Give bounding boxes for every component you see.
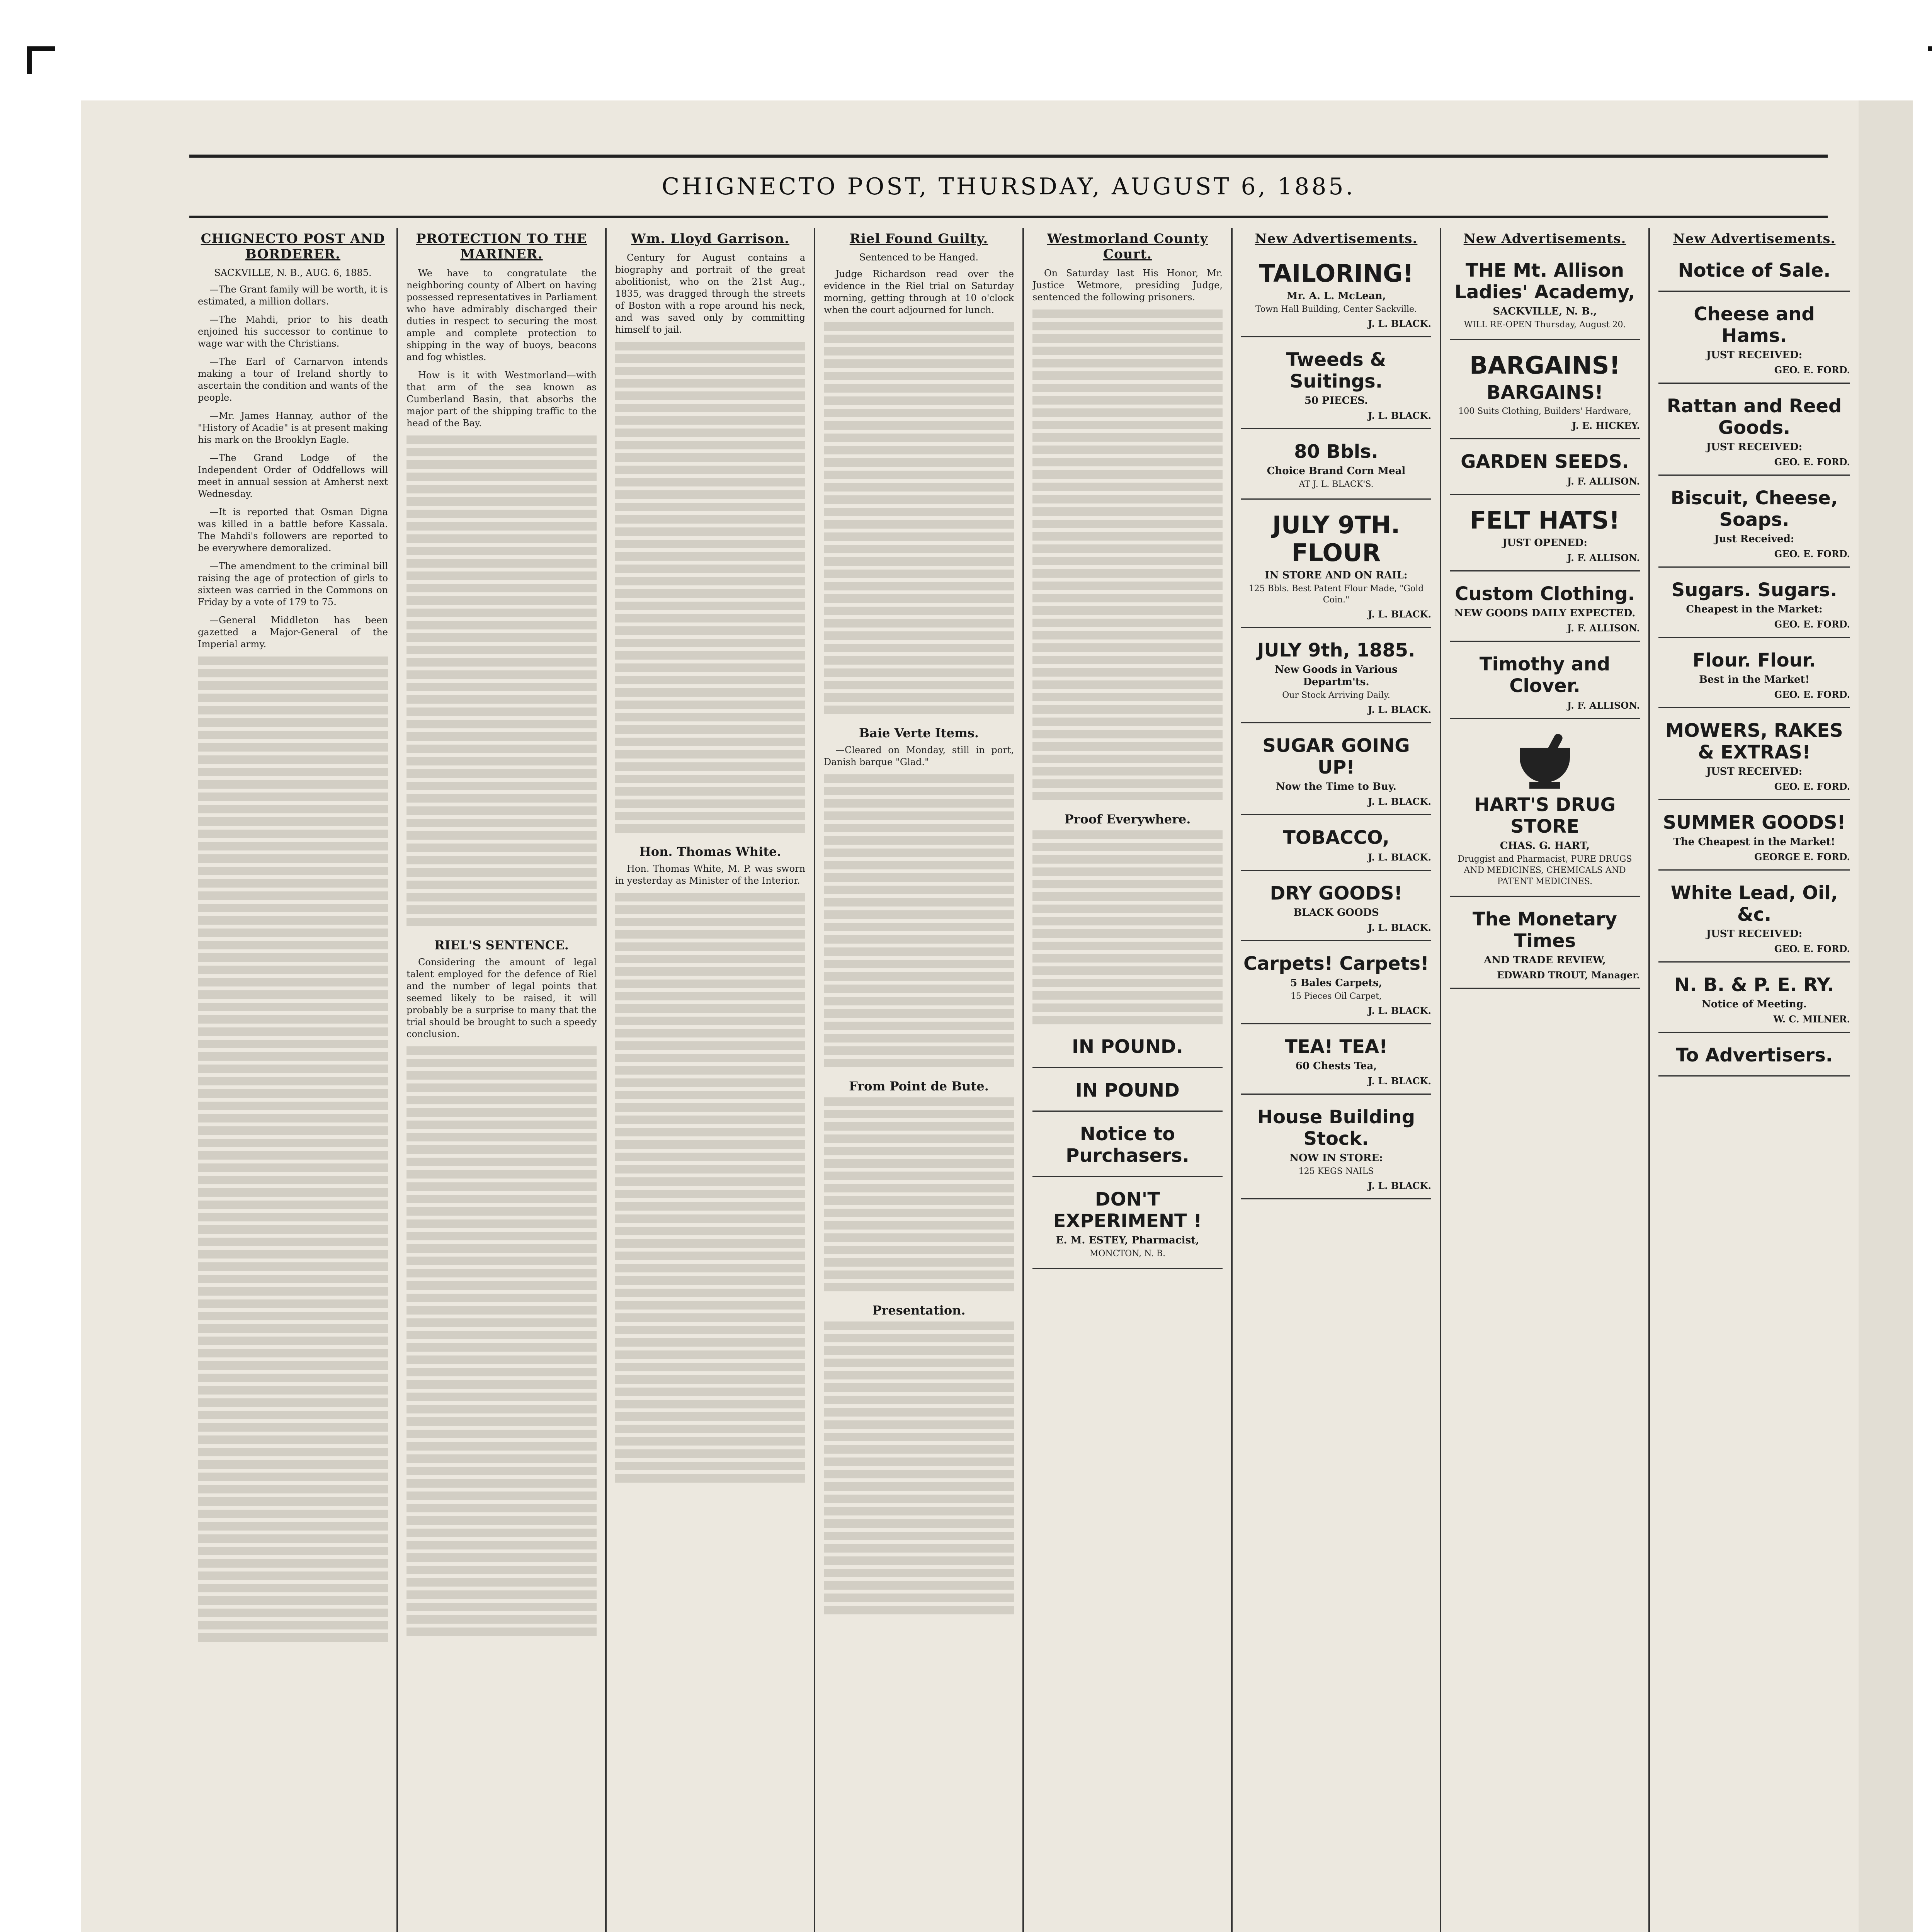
ad-biscuit-cheese-soaps	[1658, 480, 1850, 568]
illegible-text-block	[824, 322, 1014, 714]
ad-dont-experiment	[1032, 1181, 1223, 1269]
section-title: Baie Verte Items.	[859, 726, 979, 740]
ad-title: Notice to Purchasers.	[1066, 1123, 1189, 1167]
subheadline: Sentenced to be Hanged.	[859, 252, 979, 263]
ad-subtitle: Now the Time to Buy.	[1276, 781, 1396, 793]
crop-mark-top-left	[27, 46, 55, 74]
article-paragraph: —Cleared on Monday, still in port, Danish barque "Glad."	[824, 745, 1014, 767]
ad-sign: GEO. E. FORD.	[1774, 619, 1850, 630]
column-header: New Advertisements.	[1463, 231, 1626, 247]
ad-title: Cheese and Hams.	[1694, 303, 1815, 347]
ad-title: JULY 9th, 1885.	[1257, 639, 1415, 661]
ad-flour	[1241, 503, 1431, 628]
article-paragraph: Century for August contains a biography and portrait of the great abolitionist, who on the 21st Aug., 1835, was dragged through the streets of Boston with a rope around his neck, and was saved only by committing himself to jail.	[615, 252, 805, 335]
ad-sign: J. L. BLACK.	[1368, 609, 1431, 620]
ad-tobacco	[1241, 819, 1431, 871]
ad-sign: GEO. E. FORD.	[1774, 456, 1850, 468]
ad-title: House Building Stock.	[1257, 1106, 1415, 1150]
ad-title: GARDEN SEEDS.	[1461, 451, 1629, 473]
ad-sign: J. L. BLACK.	[1368, 1180, 1431, 1191]
ad-sign: EDWARD TROUT, Manager.	[1497, 969, 1640, 981]
ad-text: AT J. L. BLACK'S.	[1299, 480, 1374, 489]
ad-subtitle: New Goods in Various Departm'ts.	[1275, 664, 1398, 688]
ad-to-advertisers	[1658, 1037, 1850, 1077]
mortar-and-pestle-icon	[1512, 732, 1578, 790]
illegible-text-block	[1032, 830, 1223, 1024]
ad-title: The Monetary Times	[1473, 908, 1617, 952]
ad-sign: J. L. BLACK.	[1368, 1075, 1431, 1087]
article-paragraph: Hon. Thomas White, M. P. was sworn in yesterday as Minister of the Interior.	[615, 863, 805, 886]
section-title: Proof Everywhere.	[1064, 812, 1191, 827]
ad-railway-meeting	[1658, 966, 1850, 1033]
ad-subtitle: NOW IN STORE:	[1289, 1152, 1383, 1164]
illegible-text-block	[824, 1097, 1014, 1291]
ad-sign: E. M. ESTEY, Pharmacist,	[1056, 1235, 1199, 1246]
ad-title: Custom Clothing.	[1455, 583, 1635, 605]
ad-subtitle: 60 Chests Tea,	[1295, 1060, 1377, 1072]
ad-carpets	[1241, 945, 1431, 1024]
ad-sign: GEO. E. FORD.	[1774, 943, 1850, 954]
illegible-text-block	[198, 656, 388, 1642]
column-header: New Advertisements.	[1255, 231, 1418, 247]
ad-custom-clothing	[1450, 575, 1640, 642]
ad-sign: J. F. ALLISON.	[1567, 622, 1640, 634]
ad-text: WILL RE-OPEN Thursday, August 20.	[1464, 320, 1626, 330]
ad-subtitle: JUST RECEIVED:	[1706, 441, 1803, 453]
column-title: Westmorland County Court.	[1047, 231, 1208, 262]
ad-title: FELT HATS!	[1469, 506, 1620, 534]
ad-subtitle: Notice of Meeting.	[1702, 998, 1807, 1010]
section-title: From Point de Bute.	[849, 1079, 989, 1094]
ad-subtitle: BARGAINS!	[1486, 382, 1603, 403]
ad-subtitle: The Cheapest in the Market!	[1673, 836, 1835, 848]
ad-text: 125 Bbls. Best Patent Flour Made, "Gold Coin."	[1248, 584, 1424, 605]
ad-subtitle: SACKVILLE, N. B.,	[1493, 306, 1597, 317]
ad-title: BARGAINS!	[1469, 351, 1620, 379]
section-title: RIEL'S SENTENCE.	[434, 938, 569, 952]
dateline: SACKVILLE, N. B., AUG. 6, 1885.	[214, 267, 372, 278]
ad-title: TAILORING!	[1259, 259, 1414, 287]
ad-title: IN POUND	[1075, 1080, 1180, 1101]
news-item: —The amendment to the criminal bill raising the age of protection of girls to sixteen was carried in the Commons on Friday by a vote of 179 to 75.	[198, 561, 388, 607]
ad-subtitle: NEW GOODS DAILY EXPECTED.	[1454, 607, 1636, 619]
ad-corn-meal	[1241, 433, 1431, 500]
ad-tea	[1241, 1028, 1431, 1095]
column-2	[398, 228, 607, 1932]
ad-sign: J. L. BLACK.	[1368, 922, 1431, 933]
ad-title: MOWERS, RAKES & EXTRAS!	[1665, 720, 1843, 763]
ad-title: DRY GOODS!	[1270, 883, 1403, 904]
ad-sign: J. F. ALLISON.	[1567, 476, 1640, 487]
news-item: —The Earl of Carnarvon intends making a tour of Ireland shortly to ascertain the condition and wants of the people.	[198, 356, 388, 403]
ad-text: 125 KEGS NAILS	[1298, 1167, 1374, 1176]
ad-text: Our Stock Arriving Daily.	[1282, 690, 1390, 700]
ad-mowers	[1658, 712, 1850, 800]
article-paragraph: We have to congratulate the neighboring county of Albert on having possessed representatives in Parliament who have admirably discharged their duties in respect to securing the most ample and complete protection to shipping in the way of buoys, beacons and fog whistles.	[406, 268, 597, 362]
ad-subtitle: Cheapest in the Market:	[1686, 604, 1823, 615]
illegible-text-block	[406, 435, 597, 926]
ad-sign: J. L. BLACK.	[1368, 796, 1431, 807]
ad-text: Druggist and Pharmacist, PURE DRUGS AND MEDICINES, CHEMICALS AND PATENT MEDICINES.	[1458, 854, 1632, 886]
section-title: Hon. Thomas White.	[639, 844, 781, 859]
ad-sugars	[1658, 571, 1850, 638]
ad-title: To Advertisers.	[1675, 1044, 1833, 1066]
ad-sign: J. L. BLACK.	[1368, 410, 1431, 421]
ad-text: 100 Suits Clothing, Builders' Hardware,	[1458, 406, 1631, 416]
masthead	[189, 155, 1828, 218]
ad-sign: GEO. E. FORD.	[1774, 364, 1850, 376]
column-1	[189, 228, 398, 1932]
column-4	[815, 228, 1024, 1932]
ad-title: White Lead, Oil, &c.	[1670, 882, 1838, 925]
ad-harts-drug-store	[1450, 723, 1640, 897]
ad-house-building	[1241, 1099, 1431, 1199]
ad-text: 15 Pieces Oil Carpet,	[1291, 992, 1382, 1001]
illegible-text-block	[406, 1046, 597, 1636]
column-title: PROTECTION TO THE MARINER.	[416, 231, 587, 262]
ad-bargains	[1450, 344, 1640, 439]
column-5	[1024, 228, 1233, 1932]
ad-title: Sugars. Sugars.	[1671, 579, 1837, 601]
ad-subtitle: CHAS. G. HART,	[1500, 840, 1590, 852]
news-item: —The Mahdi, prior to his death enjoined his successor to continue to wage war with the Christians.	[198, 314, 388, 349]
ad-ladies-academy	[1450, 252, 1640, 340]
ad-title: Flour. Flour.	[1692, 650, 1816, 671]
ad-sign: GEO. E. FORD.	[1774, 548, 1850, 560]
column-title: Riel Found Guilty.	[849, 231, 988, 247]
ad-title: Notice of Sale.	[1678, 260, 1831, 281]
ad-subtitle: JUST OPENED:	[1502, 537, 1587, 549]
ad-sign: GEORGE E. FORD.	[1754, 851, 1850, 862]
ad-garden-seeds	[1450, 443, 1640, 495]
ad-subtitle: JUST RECEIVED:	[1706, 349, 1803, 361]
ad-sign: GEO. E. FORD.	[1774, 781, 1850, 792]
ad-title: JULY 9TH. FLOUR	[1272, 511, 1400, 567]
ad-title: N. B. & P. E. RY.	[1674, 974, 1834, 996]
newspaper-page	[81, 100, 1913, 1932]
ad-sign: J. L. BLACK.	[1368, 852, 1431, 863]
ad-subtitle: JUST RECEIVED:	[1706, 766, 1803, 777]
ad-subtitle: Just Received:	[1714, 533, 1794, 545]
ad-title: HART'S DRUG STORE	[1474, 794, 1616, 837]
crop-mark-top-right	[1928, 46, 1932, 74]
illegible-text-block	[824, 774, 1014, 1067]
ad-subtitle: Choice Brand Corn Meal	[1267, 465, 1406, 477]
ad-sign: J. L. BLACK.	[1368, 1005, 1431, 1016]
column-title: CHIGNECTO POST AND BORDERER.	[201, 231, 385, 262]
ad-subtitle: JUST RECEIVED:	[1706, 928, 1803, 940]
ad-title: Rattan and Reed Goods.	[1667, 395, 1842, 439]
ad-subtitle: Mr. A. L. McLean,	[1286, 290, 1386, 302]
column-7	[1441, 228, 1650, 1932]
article-paragraph: Considering the amount of legal talent employed for the defence of Riel and the number of legal points that seemed likely to be raised, it will probably be a surprise to many that the trial should be brought to such a speedy conclusion.	[406, 957, 597, 1039]
ad-new-goods	[1241, 632, 1431, 723]
ad-in-pound-2	[1032, 1072, 1223, 1112]
news-item: —General Middleton has been gazetted a Major-General of the Imperial army.	[198, 615, 388, 650]
ad-title: SUMMER GOODS!	[1663, 812, 1846, 833]
column-3	[607, 228, 815, 1932]
columns	[189, 228, 1859, 1932]
ad-title: TEA! TEA!	[1285, 1036, 1388, 1058]
column-header: New Advertisements.	[1673, 231, 1836, 247]
ad-sign: J. E. HICKEY.	[1572, 420, 1640, 431]
ad-sugar	[1241, 727, 1431, 815]
ad-subtitle: 5 Bales Carpets,	[1290, 977, 1382, 989]
adjacent-page-edge	[1859, 100, 1913, 1932]
ad-subtitle: IN STORE AND ON RAIL:	[1265, 570, 1408, 581]
ad-summer-goods	[1658, 804, 1850, 871]
article-paragraph: On Saturday last His Honor, Mr. Justice Wetmore, presiding Judge, sentenced the following prisoners.	[1032, 268, 1223, 303]
ad-tweeds	[1241, 341, 1431, 429]
ad-subtitle: 50 PIECES.	[1304, 395, 1368, 406]
ad-in-pound	[1032, 1028, 1223, 1068]
column-8	[1650, 228, 1859, 1932]
ad-tailoring	[1241, 252, 1431, 337]
ad-title: THE Mt. Allison Ladies' Academy,	[1454, 260, 1635, 303]
ad-notice-of-sale	[1658, 252, 1850, 292]
ad-place: MONCTON, N. B.	[1089, 1249, 1166, 1259]
ad-title: SUGAR GOING UP!	[1262, 735, 1410, 778]
ad-monetary-times	[1450, 901, 1640, 989]
news-item: —It is reported that Osman Digna was killed in a battle before Kassala. The Mahdi's followers are reported to be everywhere demoralized.	[198, 507, 388, 553]
ad-title: DON'T EXPERIMENT !	[1053, 1189, 1202, 1232]
ad-timothy-clover	[1450, 646, 1640, 719]
ad-sign: J. F. ALLISON.	[1567, 552, 1640, 563]
column-title: Wm. Lloyd Garrison.	[631, 231, 789, 247]
ad-title: IN POUND.	[1072, 1036, 1183, 1058]
masthead-text: CHIGNECTO POST, THURSDAY, AUGUST 6, 1885.	[662, 173, 1355, 200]
ad-sign: J. L. BLACK.	[1368, 704, 1431, 715]
article-paragraph: How is it with Westmorland—with that arm of the sea known as Cumberland Basin, that absorbs the major part of the shipping traffic to the head of the Bay.	[406, 370, 597, 429]
ad-title: Timothy and Clover.	[1479, 653, 1611, 697]
illegible-text-block	[615, 342, 805, 833]
news-item: —Mr. James Hannay, author of the "History of Acadie" is at present making his mark on the Brooklyn Eagle.	[198, 410, 388, 445]
news-item: —The Grant family will be worth, it is estimated, a million dollars.	[198, 284, 388, 307]
ad-sign: W. C. MILNER.	[1773, 1014, 1850, 1025]
ad-title: Tweeds & Suitings.	[1286, 349, 1386, 392]
ad-subtitle: AND TRADE REVIEW,	[1484, 954, 1606, 966]
ad-cheese-hams	[1658, 296, 1850, 384]
ad-sign: J. F. ALLISON.	[1567, 700, 1640, 711]
news-item: —The Grand Lodge of the Independent Order of Oddfellows will meet in annual session at Amherst next Wednesday.	[198, 452, 388, 499]
ad-text: Town Hall Building, Center Sackville.	[1255, 304, 1417, 314]
ad-rattan-reed	[1658, 388, 1850, 476]
ad-subtitle: Best in the Market!	[1699, 674, 1810, 685]
ad-sign: J. L. BLACK.	[1368, 318, 1431, 329]
ad-flour-ford	[1658, 642, 1850, 708]
article-paragraph: Judge Richardson read over the evidence in the Riel trial on Saturday morning, getting through at 10 o'clock when the court adjourned for lunch.	[824, 269, 1014, 315]
ad-felt-hats	[1450, 499, 1640, 571]
section-title: Presentation.	[872, 1303, 966, 1318]
illegible-text-block	[615, 893, 805, 1483]
ad-title: Carpets! Carpets!	[1243, 953, 1429, 975]
ad-white-lead	[1658, 874, 1850, 963]
ad-title: 80 Bbls.	[1294, 441, 1378, 463]
column-6	[1233, 228, 1441, 1932]
ad-title: TOBACCO,	[1283, 827, 1389, 849]
ad-sign: GEO. E. FORD.	[1774, 689, 1850, 700]
ad-dry-goods	[1241, 875, 1431, 941]
illegible-text-block	[824, 1321, 1014, 1614]
ad-subtitle: BLACK GOODS	[1293, 907, 1379, 918]
illegible-text-block	[1032, 310, 1223, 800]
ad-title: Biscuit, Cheese, Soaps.	[1670, 487, 1838, 531]
ad-notice-to-purchasers	[1032, 1116, 1223, 1177]
